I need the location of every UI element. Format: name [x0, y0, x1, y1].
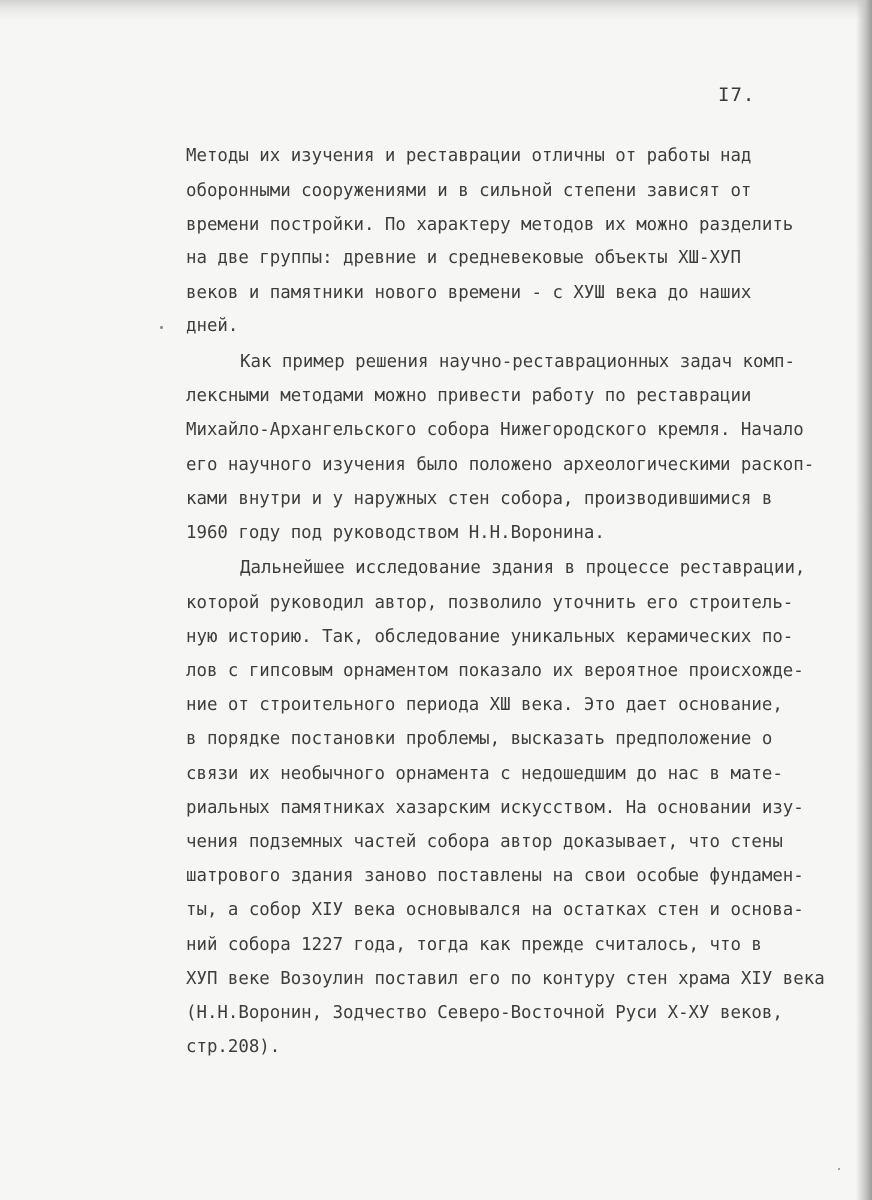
text-line: стр.208). — [186, 1037, 281, 1057]
text-line: Михайло-Архангельского собора Нижегородского кремля. Начало — [186, 420, 804, 440]
scan-speck — [160, 326, 163, 329]
text-line: Дальнейшее исследование здания в процессе реставрации, — [240, 558, 806, 578]
scan-speck — [838, 1168, 840, 1170]
text-line: (Н.Н.Воронин, Зодчество Северо-Восточной Руси Х-ХУ веков, — [186, 1003, 783, 1023]
text-line: ХУП веке Возоулин поставил его по контуру стен храма XIУ века — [186, 969, 825, 989]
text-line: ты, а собор XIУ века основывался на остатках стен и основа- — [186, 900, 804, 920]
text-line: Методы их изучения и реставрации отличны от работы над — [186, 146, 752, 166]
text-line: дней. — [186, 316, 239, 336]
scan-top-edge — [0, 0, 872, 20]
text-line: веков и памятники нового времени - с ХУШ века до наших — [186, 283, 752, 303]
text-line: связи их необычного орнамента с недошедшим до нас в мате- — [186, 764, 783, 784]
text-line: которой руководил автор, позволило уточнить его строитель- — [186, 593, 794, 613]
text-line: ную историю. Так, обследование уникальных керамических по- — [186, 627, 794, 647]
text-line: ками внутри и у наружных стен собора, производившимися в — [186, 489, 773, 509]
text-line: лов с гипсовым орнаментом показало их вероятное происхожде- — [186, 661, 804, 681]
text-line: его научного изучения было положено археологическими раскоп- — [186, 455, 815, 475]
text-line: на две группы: древние и средневековые объекты XШ-ХУП — [186, 248, 741, 268]
scan-right-edge — [856, 0, 872, 1200]
text-line: времени постройки. По характеру методов их можно разделить — [186, 215, 794, 235]
text-line: в порядке постановки проблемы, высказать предположение о — [186, 729, 773, 749]
text-line: ние от строительного периода XШ века. Это дает основание, — [186, 695, 783, 715]
text-line: 1960 году под руководством Н.Н.Воронина. — [186, 523, 605, 543]
text-line: лексными методами можно привести работу по реставрации — [186, 386, 752, 406]
text-line: оборонными сооружениями и в сильной степени зависят от — [186, 181, 752, 201]
text-line: ний собора 1227 года, тогда как прежде считалось, что в — [186, 935, 762, 955]
text-line: чения подземных частей собора автор доказывает, что стены — [186, 832, 783, 852]
page-number: I7. — [718, 84, 756, 106]
text-line: Как пример решения научно-реставрационных задач комп- — [240, 352, 795, 372]
text-line: риальных памятниках хазарским искусством. На основании изу- — [186, 798, 804, 818]
text-line: шатрового здания заново поставлены на свои особые фундамен- — [186, 866, 804, 886]
